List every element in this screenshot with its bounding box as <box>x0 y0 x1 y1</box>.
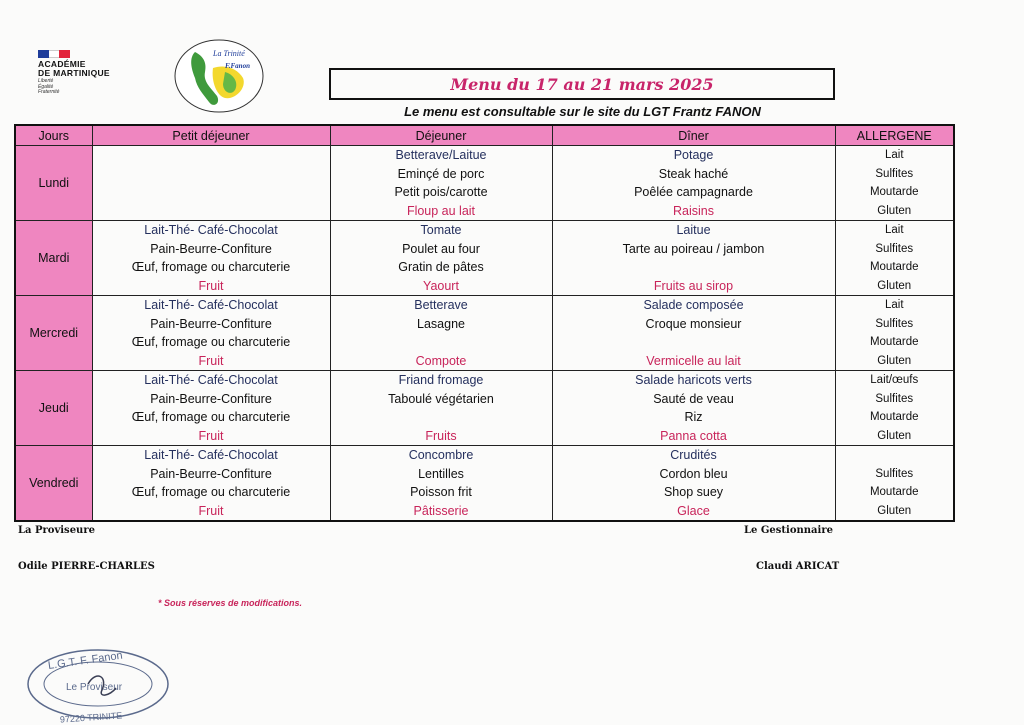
menu-row-mercredi <box>15 296 954 371</box>
column-header-lunch: Déjeuner <box>330 125 552 146</box>
menu-title-box <box>329 68 835 100</box>
column-header-allergens: ALLERGENE <box>835 125 954 146</box>
principal-name: Odile PIERRE-CHARLES <box>18 561 155 572</box>
dinner-item: Riz <box>684 410 703 424</box>
allergen-cell <box>835 371 954 446</box>
dinner-item: Vermicelle au lait <box>646 353 741 368</box>
allergen-item: Lait <box>884 299 904 311</box>
breakfast-cell <box>92 296 330 371</box>
dinner-item: Tarte au poireau / jambon <box>622 241 765 256</box>
lunch-cell <box>330 446 552 522</box>
column-header-days: Jours <box>15 125 92 146</box>
menu-title: Menu du 17 au 21 mars 2025 <box>450 74 714 94</box>
day-label: Mardi <box>15 221 92 296</box>
lunch-item: Petit pois/carotte <box>394 185 488 199</box>
lunch-item: Friand fromage <box>398 373 484 387</box>
menu-row-lundi <box>15 146 954 221</box>
allergen-item: Moutarde <box>869 186 919 198</box>
manager-name: Claudi ARICAT <box>756 561 840 572</box>
dinner-item: Crudités <box>670 448 717 462</box>
lunch-item: Gratin de pâtes <box>398 260 484 274</box>
breakfast-item: Pain-Beurre-Confiture <box>150 241 272 256</box>
allergen-cell <box>835 146 954 221</box>
allergen-cell <box>835 221 954 296</box>
table-header-row <box>15 125 954 146</box>
menu-row-vendredi <box>15 446 954 522</box>
dinner-item <box>553 258 835 277</box>
allergen-item: Gluten <box>877 204 912 217</box>
dinner-item: Sauté de veau <box>653 391 734 406</box>
republic-motto <box>38 79 59 96</box>
lunch-item: Concombre <box>408 448 474 462</box>
lunch-item: Betterave/Laitue <box>395 148 487 162</box>
breakfast-item: Lait-Thé- Café-Chocolat <box>144 373 278 387</box>
breakfast-item: Fruit <box>198 503 224 518</box>
dinner-item: Panna cotta <box>660 428 727 443</box>
motto-fraternite: Fraternité <box>38 89 60 95</box>
dinner-item: Poêlée campagnarde <box>634 185 753 199</box>
breakfast-item: Œuf, fromage ou charcuterie <box>131 485 291 499</box>
lunch-cell <box>330 296 552 371</box>
day-label: Mercredi <box>15 296 92 371</box>
allergen-cell <box>835 446 954 522</box>
lunch-item <box>331 333 552 352</box>
breakfast-empty-line <box>93 202 330 221</box>
dinner-item: Salade haricots verts <box>635 373 752 387</box>
breakfast-item: Lait-Thé- Café-Chocolat <box>144 223 278 237</box>
dinner-cell <box>552 296 835 371</box>
dinner-item: Cordon bleu <box>659 466 728 481</box>
breakfast-item: Fruit <box>198 278 224 293</box>
allergen-item: Lait/œufs <box>870 374 919 386</box>
lunch-item: Poisson frit <box>410 485 472 499</box>
lunch-item: Poulet au four <box>402 241 480 256</box>
motto-liberte: Liberté <box>38 78 54 84</box>
breakfast-empty-line <box>93 183 330 202</box>
breakfast-cell <box>92 221 330 296</box>
lunch-cell <box>330 146 552 221</box>
stamp-bottom-text: 97220 TRINITE <box>59 710 123 725</box>
allergen-item: Gluten <box>877 279 912 292</box>
column-header-dinner: Dîner <box>552 125 835 146</box>
logo-text-trinite: La Trinité <box>213 49 245 58</box>
allergen-item: Gluten <box>877 429 912 442</box>
breakfast-item: Lait-Thé- Café-Chocolat <box>144 448 278 462</box>
dinner-cell <box>552 371 835 446</box>
breakfast-item: Fruit <box>198 353 224 368</box>
day-label: Vendredi <box>15 446 92 522</box>
weekly-menu-table <box>14 124 955 522</box>
allergen-item: Sulfites <box>875 467 914 480</box>
principal-role: La Proviseure <box>18 525 95 536</box>
day-label: Jeudi <box>15 371 92 446</box>
lunch-item <box>331 408 552 427</box>
dinner-item: Steak haché <box>658 166 729 181</box>
school-stamp <box>18 640 178 725</box>
modification-note: * Sous réserves de modifications. <box>158 598 303 608</box>
dinner-item: Shop suey <box>663 485 724 499</box>
allergen-item: Gluten <box>877 504 912 517</box>
lunch-item: Fruits <box>425 428 457 443</box>
breakfast-empty-line <box>93 165 330 184</box>
dinner-cell <box>552 221 835 296</box>
dinner-item: Potage <box>673 148 714 162</box>
breakfast-item: Œuf, fromage ou charcuterie <box>131 260 291 274</box>
menu-subtitle: Le menu est consultable sur le site du LGT Frantz FANON <box>404 104 761 119</box>
lunch-item: Lasagne <box>417 316 465 331</box>
breakfast-item: Fruit <box>198 428 224 443</box>
dinner-item: Raisins <box>673 203 714 218</box>
allergen-item <box>836 446 954 465</box>
dinner-item: Laitue <box>676 223 711 237</box>
lunch-item: Taboulé végétarien <box>388 391 494 406</box>
breakfast-item: Œuf, fromage ou charcuterie <box>131 410 291 424</box>
lunch-item: Eminçé de porc <box>397 166 485 181</box>
lunch-cell <box>330 371 552 446</box>
allergen-item: Lait <box>884 149 904 161</box>
school-logo <box>173 38 265 114</box>
allergen-item: Moutarde <box>869 336 919 348</box>
dinner-cell <box>552 146 835 221</box>
breakfast-item: Pain-Beurre-Confiture <box>150 391 272 406</box>
allergen-item: Sulfites <box>875 167 914 180</box>
allergen-item: Gluten <box>877 354 912 367</box>
allergen-cell <box>835 296 954 371</box>
breakfast-cell <box>92 446 330 522</box>
lunch-item: Tomate <box>420 223 462 237</box>
allergen-item: Sulfites <box>875 242 914 255</box>
lunch-item: Compote <box>415 353 467 368</box>
breakfast-item: Pain-Beurre-Confiture <box>150 466 272 481</box>
motto-egalite: Égalité <box>38 83 54 90</box>
lunch-item: Lentilles <box>418 466 464 481</box>
breakfast-item: Œuf, fromage ou charcuterie <box>131 335 291 349</box>
column-header-breakfast: Petit déjeuner <box>92 125 330 146</box>
dinner-item: Glace <box>677 503 710 518</box>
lunch-item: Floup au lait <box>406 203 476 218</box>
breakfast-empty-line <box>93 146 330 165</box>
french-flag-icon <box>38 50 70 58</box>
lunch-item: Yaourt <box>423 278 459 293</box>
allergen-item: Lait <box>884 224 904 236</box>
dinner-item: Fruits au sirop <box>653 278 734 293</box>
academy-line-2: DE MARTINIQUE <box>38 68 110 78</box>
allergen-item: Moutarde <box>869 486 919 498</box>
stamp-middle-text: Le Proviseur <box>66 682 123 693</box>
allergen-item: Sulfites <box>875 317 914 330</box>
dinner-item <box>553 333 835 352</box>
dinner-cell <box>552 446 835 522</box>
menu-row-mardi <box>15 221 954 296</box>
breakfast-item: Pain-Beurre-Confiture <box>150 316 272 331</box>
lunch-cell <box>330 221 552 296</box>
logo-text-fanon: F.Fanon <box>225 62 250 70</box>
academy-line-1: ACADÉMIE <box>38 59 86 69</box>
allergen-item: Moutarde <box>869 261 919 273</box>
day-label: Lundi <box>15 146 92 221</box>
allergen-item: Moutarde <box>869 411 919 423</box>
lunch-item: Pâtisserie <box>413 503 469 518</box>
menu-body <box>15 146 954 522</box>
manager-role: Le Gestionnaire <box>744 525 833 536</box>
dinner-item: Croque monsieur <box>645 316 742 331</box>
academy-name <box>38 60 110 78</box>
allergen-item: Sulfites <box>875 392 914 405</box>
breakfast-item: Lait-Thé- Café-Chocolat <box>144 298 278 312</box>
lunch-item: Betterave <box>414 298 468 312</box>
dinner-item: Salade composée <box>643 298 744 312</box>
stamp-top-text: L.G.T. F. Fanon <box>47 649 124 672</box>
breakfast-cell <box>92 146 330 221</box>
breakfast-cell <box>92 371 330 446</box>
menu-row-jeudi <box>15 371 954 446</box>
